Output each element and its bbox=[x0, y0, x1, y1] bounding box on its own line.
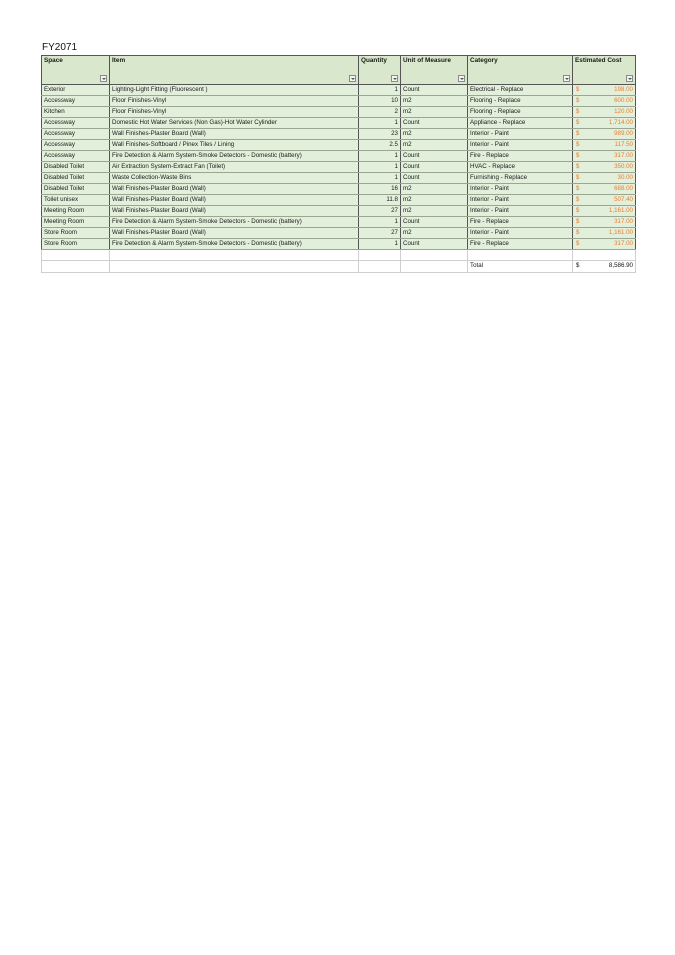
cell-quantity[interactable]: 2 bbox=[359, 107, 401, 118]
currency-symbol: $ bbox=[576, 118, 580, 126]
cost-value: 1,161.00 bbox=[608, 228, 633, 236]
cell-uom[interactable]: Count bbox=[401, 217, 468, 228]
cell-category[interactable]: Fire - Replace bbox=[468, 239, 573, 250]
currency-symbol: $ bbox=[576, 217, 580, 225]
cell-quantity[interactable]: 27 bbox=[359, 206, 401, 217]
cell-space[interactable]: Accessway bbox=[42, 140, 110, 151]
currency-symbol: $ bbox=[576, 151, 580, 159]
column-header-cost bbox=[573, 56, 636, 85]
currency-symbol: $ bbox=[576, 184, 580, 192]
cell-item[interactable]: Fire Detection & Alarm System-Smoke Detectors - Domestic (battery) bbox=[110, 239, 359, 250]
table-row bbox=[42, 96, 636, 107]
sheet-title: FY2071 bbox=[42, 42, 78, 53]
cell-space[interactable]: Accessway bbox=[42, 118, 110, 129]
cost-table bbox=[41, 55, 636, 273]
filter-dropdown-icon[interactable] bbox=[458, 75, 465, 82]
cell-category[interactable]: Furnishing - Replace bbox=[468, 173, 573, 184]
currency-symbol: $ bbox=[576, 206, 580, 214]
cell-item[interactable]: Lighting-Light Fitting (Fluorescent ) bbox=[110, 85, 359, 96]
cost-value: 507.40 bbox=[614, 195, 633, 203]
currency-symbol: $ bbox=[576, 140, 580, 148]
cell-cost[interactable] bbox=[573, 173, 636, 184]
cell-space[interactable]: Meeting Room bbox=[42, 206, 110, 217]
currency-symbol: $ bbox=[576, 162, 580, 170]
cell-cost[interactable] bbox=[573, 129, 636, 140]
cell-cost[interactable] bbox=[573, 85, 636, 96]
currency-symbol: $ bbox=[576, 96, 580, 104]
table-cell[interactable] bbox=[401, 261, 468, 273]
cell-quantity[interactable]: 1 bbox=[359, 162, 401, 173]
currency-symbol: $ bbox=[576, 262, 580, 270]
currency-symbol: $ bbox=[576, 107, 580, 115]
cell-cost[interactable] bbox=[573, 228, 636, 239]
column-header-label: Item bbox=[112, 57, 126, 64]
column-header-label: Unit of Measure bbox=[403, 57, 451, 64]
cell-space[interactable]: Toilet unisex bbox=[42, 195, 110, 206]
table-row bbox=[42, 85, 636, 96]
total-value-cell[interactable] bbox=[573, 261, 636, 273]
currency-symbol: $ bbox=[576, 85, 580, 93]
cell-cost[interactable] bbox=[573, 184, 636, 195]
cell-quantity[interactable]: 2.5 bbox=[359, 140, 401, 151]
table-row bbox=[42, 228, 636, 239]
cell-uom[interactable]: Count bbox=[401, 118, 468, 129]
cost-value: 30.00 bbox=[617, 173, 633, 181]
total-value: 8,586.90 bbox=[608, 262, 633, 270]
cell-uom[interactable]: Count bbox=[401, 85, 468, 96]
cost-value: 117.50 bbox=[614, 140, 633, 148]
cell-category[interactable]: Appliance - Replace bbox=[468, 118, 573, 129]
cell-category[interactable]: Fire - Replace bbox=[468, 151, 573, 162]
cell-cost[interactable] bbox=[573, 107, 636, 118]
table-row bbox=[42, 107, 636, 118]
cell-category[interactable]: HVAC - Replace bbox=[468, 162, 573, 173]
cell-space[interactable]: Meeting Room bbox=[42, 217, 110, 228]
table-cell[interactable] bbox=[110, 250, 359, 261]
cell-item[interactable]: Wall Finishes-Plaster Board (Wall) bbox=[110, 206, 359, 217]
cell-item[interactable]: Wall Finishes-Softboard / Pinex Tiles / Lining bbox=[110, 140, 359, 151]
cell-item[interactable]: Wall Finishes-Plaster Board (Wall) bbox=[110, 129, 359, 140]
cell-cost[interactable] bbox=[573, 206, 636, 217]
currency-symbol: $ bbox=[576, 195, 580, 203]
cost-value: 1,161.00 bbox=[608, 206, 633, 214]
cell-space[interactable]: Kitchen bbox=[42, 107, 110, 118]
cost-value: 120.00 bbox=[614, 107, 633, 115]
cost-value: 317.00 bbox=[614, 239, 633, 247]
cell-space[interactable]: Disabled Toilet bbox=[42, 173, 110, 184]
filter-dropdown-icon[interactable] bbox=[349, 75, 356, 82]
cell-quantity[interactable]: 1 bbox=[359, 151, 401, 162]
filter-dropdown-icon[interactable] bbox=[391, 75, 398, 82]
cell-item[interactable]: Floor Finishes-Vinyl bbox=[110, 107, 359, 118]
table-cell[interactable] bbox=[359, 261, 401, 273]
column-header-uom bbox=[401, 56, 468, 85]
table-row bbox=[42, 195, 636, 206]
table-row bbox=[42, 151, 636, 162]
cell-category[interactable]: Interior - Paint bbox=[468, 129, 573, 140]
filter-dropdown-icon[interactable] bbox=[563, 75, 570, 82]
cell-cost[interactable] bbox=[573, 151, 636, 162]
cost-value: 600.00 bbox=[614, 96, 633, 104]
cell-uom[interactable]: m2 bbox=[401, 184, 468, 195]
column-header-label: Quantity bbox=[361, 57, 387, 64]
column-header-item bbox=[110, 56, 359, 85]
cell-quantity[interactable]: 16 bbox=[359, 184, 401, 195]
table-row bbox=[42, 206, 636, 217]
table-cell[interactable] bbox=[468, 250, 573, 261]
cell-quantity[interactable]: 27 bbox=[359, 228, 401, 239]
column-header-label: Category bbox=[470, 57, 498, 64]
total-row bbox=[42, 261, 636, 273]
currency-symbol: $ bbox=[576, 173, 580, 181]
cell-item[interactable]: Air Extraction System-Extract Fan (Toilet) bbox=[110, 162, 359, 173]
cost-value: 1,714.00 bbox=[608, 118, 633, 126]
cell-uom[interactable]: m2 bbox=[401, 129, 468, 140]
cell-space[interactable]: Store Room bbox=[42, 239, 110, 250]
cell-cost[interactable] bbox=[573, 140, 636, 151]
cell-item[interactable]: Wall Finishes-Plaster Board (Wall) bbox=[110, 195, 359, 206]
total-label[interactable]: Total bbox=[468, 261, 573, 273]
table-row bbox=[42, 129, 636, 140]
cell-category[interactable]: Interior - Paint bbox=[468, 206, 573, 217]
table-row bbox=[42, 140, 636, 151]
currency-symbol: $ bbox=[576, 239, 580, 247]
table-row bbox=[42, 239, 636, 250]
header-row bbox=[42, 56, 636, 85]
cell-quantity[interactable]: 1 bbox=[359, 217, 401, 228]
blank-row bbox=[42, 250, 636, 261]
cell-uom[interactable]: m2 bbox=[401, 140, 468, 151]
cost-value: 317.00 bbox=[614, 217, 633, 225]
cell-uom[interactable]: m2 bbox=[401, 195, 468, 206]
cell-uom[interactable]: Count bbox=[401, 173, 468, 184]
table-cell[interactable] bbox=[110, 261, 359, 273]
cell-category[interactable]: Interior - Paint bbox=[468, 228, 573, 239]
cell-item[interactable]: Wall Finishes-Plaster Board (Wall) bbox=[110, 184, 359, 195]
table-row bbox=[42, 173, 636, 184]
cell-space[interactable]: Accessway bbox=[42, 129, 110, 140]
cell-cost[interactable] bbox=[573, 239, 636, 250]
filter-dropdown-icon[interactable] bbox=[626, 75, 633, 82]
cell-uom[interactable]: m2 bbox=[401, 96, 468, 107]
cell-quantity[interactable]: 1 bbox=[359, 239, 401, 250]
cost-value: 350.00 bbox=[614, 162, 633, 170]
currency-symbol: $ bbox=[576, 129, 580, 137]
cell-uom[interactable]: Count bbox=[401, 239, 468, 250]
cell-item[interactable]: Floor Finishes-Vinyl bbox=[110, 96, 359, 107]
cell-category[interactable]: Electrical - Replace bbox=[468, 85, 573, 96]
cell-space[interactable]: Store Room bbox=[42, 228, 110, 239]
cell-space[interactable]: Accessway bbox=[42, 151, 110, 162]
cell-item[interactable]: Waste Collection-Waste Bins bbox=[110, 173, 359, 184]
table-row bbox=[42, 118, 636, 129]
cell-category[interactable]: Interior - Paint bbox=[468, 184, 573, 195]
table-row bbox=[42, 217, 636, 228]
cost-value: 198.00 bbox=[614, 85, 633, 93]
cell-uom[interactable]: m2 bbox=[401, 206, 468, 217]
table-cell[interactable] bbox=[401, 250, 468, 261]
cell-quantity[interactable]: 11.8 bbox=[359, 195, 401, 206]
cell-category[interactable]: Interior - Paint bbox=[468, 195, 573, 206]
table-cell[interactable] bbox=[42, 250, 110, 261]
cost-value: 317.00 bbox=[614, 151, 633, 159]
cell-category[interactable]: Interior - Paint bbox=[468, 140, 573, 151]
table-row bbox=[42, 162, 636, 173]
cell-category[interactable]: Flooring - Replace bbox=[468, 107, 573, 118]
filter-dropdown-icon[interactable] bbox=[100, 75, 107, 82]
cell-cost[interactable] bbox=[573, 195, 636, 206]
cell-uom[interactable]: Count bbox=[401, 162, 468, 173]
cell-cost[interactable] bbox=[573, 96, 636, 107]
cell-cost[interactable] bbox=[573, 217, 636, 228]
table-cell[interactable] bbox=[573, 250, 636, 261]
currency-symbol: $ bbox=[576, 228, 580, 236]
cell-quantity[interactable]: 10 bbox=[359, 96, 401, 107]
table-cell[interactable] bbox=[359, 250, 401, 261]
column-header-label: Space bbox=[44, 57, 63, 64]
cell-category[interactable]: Fire - Replace bbox=[468, 217, 573, 228]
cell-quantity[interactable]: 1 bbox=[359, 118, 401, 129]
column-header-label: Estimated Cost bbox=[575, 57, 622, 64]
cell-quantity[interactable]: 1 bbox=[359, 173, 401, 184]
cell-space[interactable]: Exterior bbox=[42, 85, 110, 96]
column-header-space bbox=[42, 56, 110, 85]
table-cell[interactable] bbox=[42, 261, 110, 273]
cell-item[interactable]: Wall Finishes-Plaster Board (Wall) bbox=[110, 228, 359, 239]
cell-cost[interactable] bbox=[573, 118, 636, 129]
cell-category[interactable]: Flooring - Replace bbox=[468, 96, 573, 107]
cell-space[interactable]: Accessway bbox=[42, 96, 110, 107]
cell-quantity[interactable]: 23 bbox=[359, 129, 401, 140]
cell-item[interactable]: Fire Detection & Alarm System-Smoke Detectors - Domestic (battery) bbox=[110, 151, 359, 162]
cell-space[interactable]: Disabled Toilet bbox=[42, 184, 110, 195]
cell-space[interactable]: Disabled Toilet bbox=[42, 162, 110, 173]
column-header-quantity bbox=[359, 56, 401, 85]
column-header-category bbox=[468, 56, 573, 85]
cost-value: 989.00 bbox=[614, 129, 633, 137]
cell-quantity[interactable]: 1 bbox=[359, 85, 401, 96]
cell-uom[interactable]: m2 bbox=[401, 107, 468, 118]
cell-cost[interactable] bbox=[573, 162, 636, 173]
cell-uom[interactable]: m2 bbox=[401, 228, 468, 239]
table-row bbox=[42, 184, 636, 195]
cost-value: 688.00 bbox=[614, 184, 633, 192]
cell-item[interactable]: Fire Detection & Alarm System-Smoke Detectors - Domestic (battery) bbox=[110, 217, 359, 228]
cell-uom[interactable]: Count bbox=[401, 151, 468, 162]
cell-item[interactable]: Domestic Hot Water Services (Non Gas)-Hot Water Cylinder bbox=[110, 118, 359, 129]
